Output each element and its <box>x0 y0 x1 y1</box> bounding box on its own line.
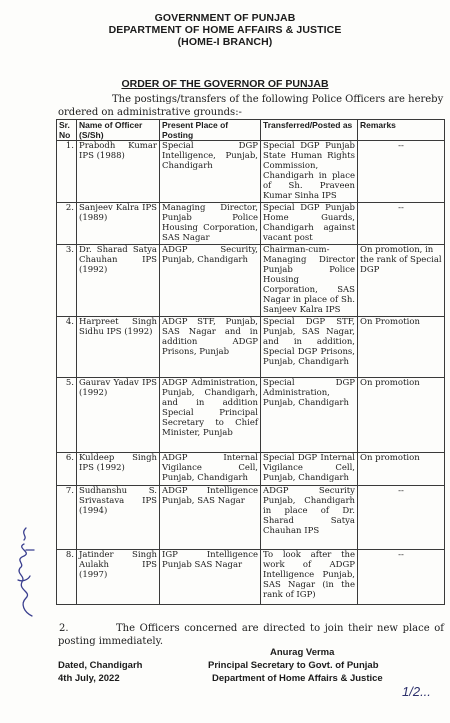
postings-table <box>56 119 445 605</box>
cell-transferred-posted: Special DGP STF, Punjab, SAS Nagar, and in addition, Special DGP Prisons, Punjab, Chandigarh <box>261 317 358 378</box>
table-row <box>57 203 445 245</box>
cell-remarks: On promotion <box>358 378 445 453</box>
cell-officer-name: Prabodh Kumar IPS (1988) <box>77 141 160 203</box>
cell-sr: 1. <box>57 141 77 203</box>
cell-transferred-posted: To look after the work of ADGP Intelligence Punjab, SAS Nagar (in the rank of IGP) <box>261 550 358 605</box>
cell-sr: 8. <box>57 550 77 605</box>
cell-sr: 2. <box>57 203 77 245</box>
signatory-department: Department of Home Affairs & Justice <box>212 673 383 684</box>
header-department: DEPARTMENT OF HOME AFFAIRS & JUSTICE <box>108 24 342 36</box>
header-sr-no: Sr. No <box>57 120 77 141</box>
cell-sr: 6. <box>57 453 77 486</box>
cell-remarks: On promotion, in the rank of Special DGP <box>358 245 445 317</box>
cell-sr: 4. <box>57 317 77 378</box>
cell-officer-name: Jatinder Singh Aulakh IPS (1997) <box>77 550 160 605</box>
cell-sr: 7. <box>57 486 77 550</box>
cell-present-posting: ADGP Administration, Punjab, Chandigarh, and in addition Special Principal Secretary to Chief Minister, Punjab <box>160 378 261 453</box>
handwritten-signature <box>6 520 44 620</box>
table-row <box>57 453 445 486</box>
order-date: 4th July, 2022 <box>58 673 120 684</box>
header-present-posting: Present Place of Posting <box>160 120 261 141</box>
cell-officer-name: Sanjeev Kalra IPS (1989) <box>77 203 160 245</box>
cell-present-posting: IGP Intelligence Punjab SAS Nagar <box>160 550 261 605</box>
order-title: ORDER OF THE GOVERNOR OF PUNJAB <box>121 78 329 90</box>
intro-paragraph: The postings/transfers of the following Police Officers are hereby ordered on administrative grounds:- <box>58 94 444 118</box>
cell-present-posting: ADGP Internal Vigilance Cell, Punjab, Chandigarh <box>160 453 261 486</box>
directive-text: The Officers concerned are directed to join their new place of posting immediately. <box>58 623 444 647</box>
header-government: GOVERNMENT OF PUNJAB <box>154 12 296 24</box>
table-row <box>57 550 445 605</box>
cell-remarks: -- <box>358 486 445 550</box>
cell-remarks: -- <box>358 141 445 203</box>
cell-transferred-posted: Special DGP Administration, Punjab, Chandigarh <box>261 378 358 453</box>
table-row <box>57 141 445 203</box>
cell-remarks: On promotion <box>358 453 445 486</box>
header-transferred-posted: Transferred/Posted as <box>261 120 358 141</box>
header-remarks: Remarks <box>358 120 445 141</box>
directive-paragraph <box>58 622 444 648</box>
cell-remarks: On Promotion <box>358 317 445 378</box>
cell-present-posting: ADGP Intelligence Punjab, SAS Nagar <box>160 486 261 550</box>
cell-transferred-posted: Special DGP Punjab State Human Rights Commission, Chandigarh in place of Sh. Praveen Kumar Sinha IPS <box>261 141 358 203</box>
cell-present-posting: Special DGP Intelligence, Punjab, Chandigarh <box>160 141 261 203</box>
cell-sr: 5. <box>57 378 77 453</box>
cell-sr: 3. <box>57 245 77 317</box>
cell-remarks: -- <box>358 203 445 245</box>
cell-officer-name: Sudhanshu S. Srivastava IPS (1994) <box>77 486 160 550</box>
cell-transferred-posted: Chairman-cum-Managing Director Punjab Police Housing Corporation, SAS Nagar in place of Sh. Sanjeev Kalra IPS <box>261 245 358 317</box>
cell-remarks: -- <box>358 550 445 605</box>
table-row <box>57 378 445 453</box>
cell-transferred-posted: Special DGP Internal Vigilance Cell, Punjab, Chandigarh <box>261 453 358 486</box>
cell-present-posting: Managing Director, Punjab Police Housing Corporation, SAS Nagar <box>160 203 261 245</box>
header-name: Name of Officer (S/Sh) <box>77 120 160 141</box>
table-row <box>57 486 445 550</box>
paragraph-number: 2. <box>59 623 69 634</box>
signatory-designation: Principal Secretary to Govt. of Punjab <box>208 660 379 671</box>
page-number: 1/2... <box>402 684 431 699</box>
cell-officer-name: Dr. Sharad Satya Chauhan IPS (1992) <box>77 245 160 317</box>
cell-officer-name: Kuldeep Singh IPS (1992) <box>77 453 160 486</box>
cell-present-posting: ADGP STF, Punjab, SAS Nagar and in addition ADGP Prisons, Punjab <box>160 317 261 378</box>
cell-officer-name: Gaurav Yadav IPS (1992) <box>77 378 160 453</box>
cell-transferred-posted: Special DGP Punjab Home Guards, Chandigarh against vacant post <box>261 203 358 245</box>
table-row <box>57 317 445 378</box>
table-header-row <box>57 120 445 141</box>
table-row <box>57 245 445 317</box>
cell-present-posting: ADGP Security, Punjab, Chandigarh <box>160 245 261 317</box>
signatory-name: Anurag Verma <box>270 647 335 658</box>
header-branch: (HOME-I BRANCH) <box>177 36 273 48</box>
cell-officer-name: Harpreet Singh Sidhu IPS (1992) <box>77 317 160 378</box>
dated-place: Dated, Chandigarh <box>58 660 143 671</box>
cell-transferred-posted: ADGP Security Punjab, Chandigarh in place of Dr. Sharad Satya Chauhan IPS <box>261 486 358 550</box>
